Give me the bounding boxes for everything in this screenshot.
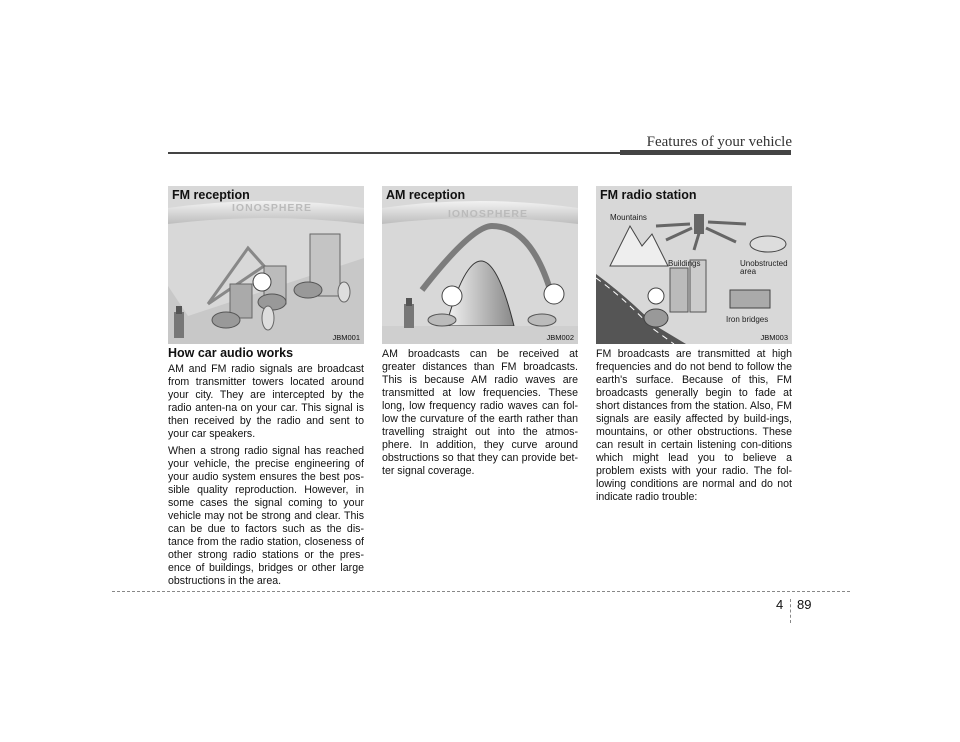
figure-am-reception: [382, 186, 578, 344]
unobstructed-area-label: Unobstructed area: [740, 259, 788, 276]
paragraph: When a strong radio signal has reached your vehicle, the precise engineering of your audio system ensures the best pos-sible quality reproduction. However, in some cases the signal coming to your vehicle may not be strong and clear. This can be due to factors such as the dis-tance from the radio station, closeness of other strong radio stations or the pres-ence of buildings, bridges or other large obstructions in the area.: [168, 445, 364, 587]
fm-radio-station-title: FM radio station: [600, 188, 697, 202]
fm-reception-title: FM reception: [172, 188, 250, 202]
figure-code: JBM003: [760, 333, 788, 342]
section-number: 4: [776, 597, 784, 612]
column-3: [596, 348, 792, 508]
iron-bridges-label: Iron bridges: [726, 315, 769, 324]
column-2: [382, 348, 578, 482]
figure-code: JBM002: [546, 333, 574, 342]
header-section-title: Features of your vehicle: [646, 134, 792, 150]
page-number-divider: [790, 599, 791, 623]
paragraph: AM and FM radio signals are broadcast from transmitter towers located around your city. They are intercepted by the radio anten-na on your car. This signal is then received by the radio and sent to your car speakers.: [168, 363, 364, 440]
section-heading: How car audio works: [168, 346, 294, 360]
figure-fm-radio-station: [596, 186, 792, 344]
ionosphere-label: IONOSPHERE: [232, 202, 313, 214]
buildings-label: Buildings: [668, 259, 701, 268]
mountains-label: Mountains: [610, 213, 647, 222]
figure-fm-reception: [168, 186, 364, 344]
footer-rule: [112, 591, 850, 592]
column-1: [168, 347, 364, 592]
paragraph: FM broadcasts are transmitted at high frequencies and do not bend to follow the earth's surface. Because of this, FM broadcasts generally begin to fade at short distances from the station. Also, FM signals are easily affected by build-ings, mountains, or other obstructions. These can result in certain listening con-ditions which might lead you to believe a problem exists with your radio. The fol-lowing conditions are normal and do not indicate radio trouble:: [596, 348, 792, 503]
figure-code: JBM001: [332, 333, 360, 342]
page-number: 89: [797, 597, 812, 612]
paragraph: AM broadcasts can be received at greater distances than FM broadcasts. This is because AM radio waves are transmitted at low frequencies. These long, low frequency radio waves can fol-low the curvature of the earth rather than travelling straight out into the atmos-phere. In addition, they curve around obstructions so that they can provide bet-ter signal coverage.: [382, 348, 578, 477]
header-rule-accent: [620, 150, 791, 155]
ionosphere-label: IONOSPHERE: [448, 208, 529, 220]
am-reception-title: AM reception: [386, 188, 466, 202]
